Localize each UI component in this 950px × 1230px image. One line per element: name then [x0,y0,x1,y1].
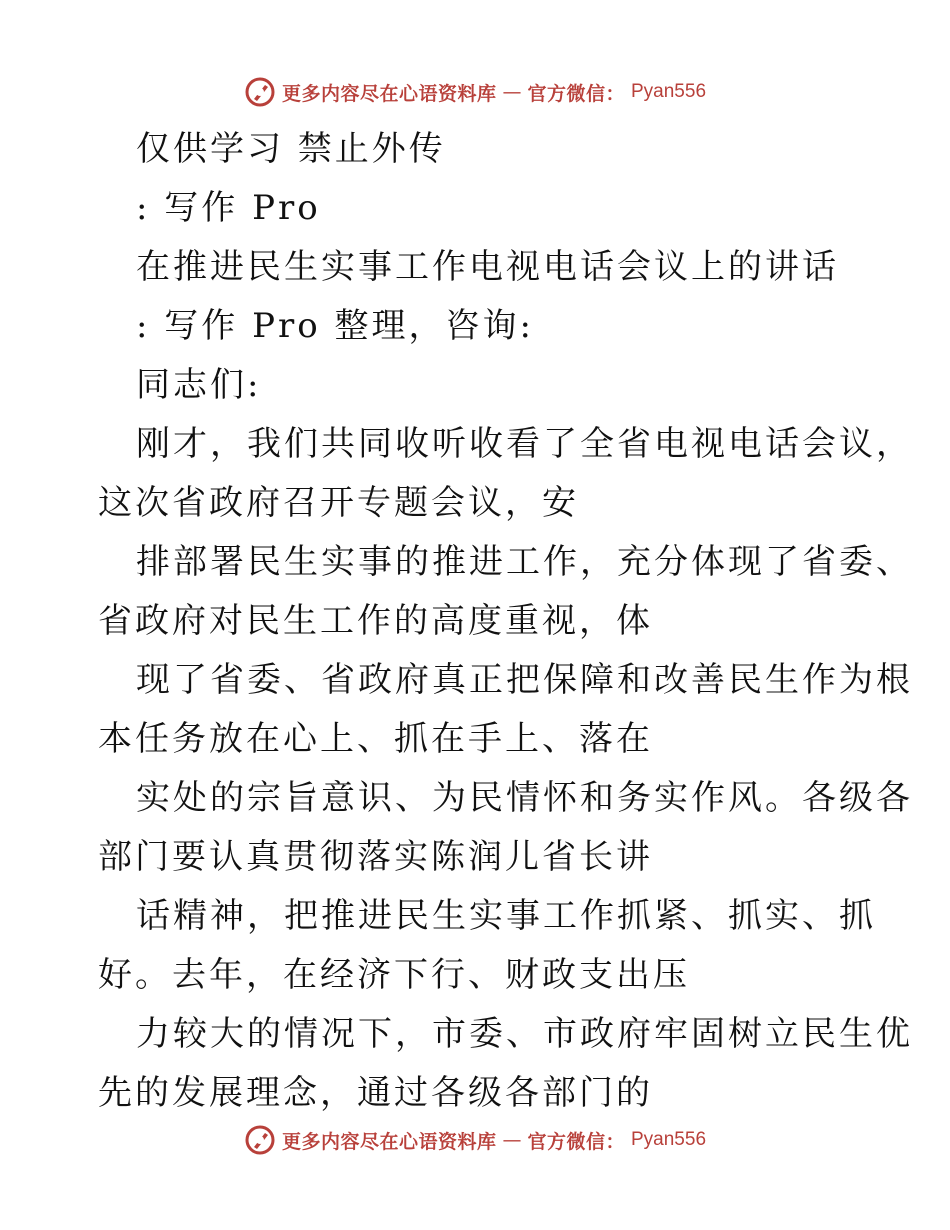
pen-circle-logo-icon [244,76,276,108]
text-line: 仅供学习 禁止外传 [136,129,446,169]
text-line: 排部署民生实事的推进工作，充分体现了省委、 [136,542,913,582]
text-line: 力较大的情况下，市委、市政府牢固树立民生优 [136,1014,913,1054]
text-line: : 写作 Pro [136,188,321,228]
document-body [98,120,913,1123]
watermark-separator: — [502,1129,522,1151]
text-line: 好。去年，在经济下行、财政支出压 [98,955,690,995]
watermark-banner-top [0,72,950,112]
watermark-contact: 官方微信： [527,1130,625,1153]
text-line: 同志们: [136,365,262,405]
watermark-separator: — [502,81,522,103]
pen-circle-logo-icon [244,1124,276,1156]
watermark-id: Pyan556 [631,81,707,102]
text-line: 刚才，我们共同收听收看了全省电视电话会议， [136,424,913,464]
text-line: 省政府对民生工作的高度重视，体 [98,601,653,641]
watermark-text: 更多内容尽在心语资料库 [281,1130,497,1153]
text-line: : 写作 Pro 整理，咨询: [136,306,534,346]
text-line: 话精神，把推进民生实事工作抓紧、抓实、抓 [136,896,876,936]
text-line: 现了省委、省政府真正把保障和改善民生作为根 [136,660,913,700]
text-line: 先的发展理念，通过各级各部门的 [98,1073,653,1113]
text-line: 部门要认真贯彻落实陈润儿省长讲 [98,837,653,877]
watermark-banner-bottom [0,1120,950,1160]
watermark-id: Pyan556 [631,1129,707,1150]
text-line: 本任务放在心上、抓在手上、落在 [98,719,653,759]
watermark-text: 更多内容尽在心语资料库 [281,82,497,105]
watermark-contact: 官方微信： [527,82,625,105]
text-line: 实处的宗旨意识、为民情怀和务实作风。各级各 [136,778,913,818]
text-line: 在推进民生实事工作电视电话会议上的讲话 [136,247,839,287]
text-line: 这次省政府召开专题会议，安 [98,483,579,523]
